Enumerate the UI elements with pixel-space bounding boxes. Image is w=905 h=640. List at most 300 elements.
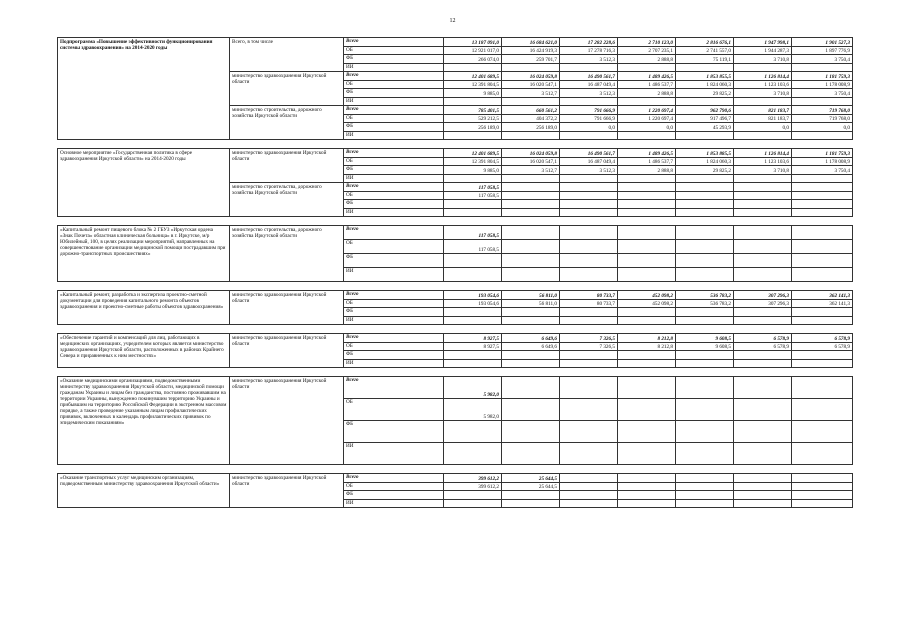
amount-cell: 29 825,2 bbox=[676, 166, 734, 175]
section-spacer bbox=[58, 140, 853, 149]
funding-source: ФБ bbox=[344, 200, 444, 209]
responsible-executor: министерство здравоохранения Иркутской области bbox=[230, 377, 344, 465]
amount-cell: 1 123 103,6 bbox=[734, 80, 792, 89]
amount-cell bbox=[734, 208, 792, 217]
amount-cell bbox=[560, 131, 618, 140]
amount-cell bbox=[618, 351, 676, 360]
measure-description: «Оказание медицинскими организациями, подведомственными министерству здравоохранения Иркутской области, медицинской помощи гражданам Украины и лицам без гражданства, постоянно проживавшим на территории Украины, вынужденно покинувшим территорию Украины и прибывшим на территорию Российской Федерации в экстренном массовом порядке, а также проведение указанным лицам профилактических прививок, включенных в календарь профилактических прививок по эпидемическим показаниям» bbox=[58, 377, 230, 465]
amount-cell bbox=[734, 443, 792, 465]
funding-source: ФБ bbox=[344, 166, 444, 175]
amount-cell bbox=[792, 97, 853, 106]
amount-cell bbox=[792, 200, 853, 209]
funding-source: ФБ bbox=[344, 351, 444, 360]
funding-source: Всего bbox=[344, 334, 444, 343]
section-spacer bbox=[58, 465, 853, 474]
amount-cell bbox=[502, 200, 560, 209]
funding-source: ИИ bbox=[344, 174, 444, 183]
responsible-executor: министерство здравоохранения Иркутской области bbox=[230, 149, 344, 183]
table-row bbox=[58, 474, 853, 483]
amount-cell bbox=[560, 443, 618, 465]
funding-source: ИИ bbox=[344, 63, 444, 72]
amount-cell: 2 816 676,1 bbox=[676, 38, 734, 47]
responsible-executor: министерство здравоохранения Иркутской области bbox=[230, 474, 344, 508]
amount-cell: 452 098,2 bbox=[618, 291, 676, 300]
amount-cell: 785 401,5 bbox=[444, 106, 502, 115]
amount-cell: 3 750,4 bbox=[792, 89, 853, 98]
amount-cell: 6 649,6 bbox=[502, 342, 560, 351]
amount-cell: 117 058,5 bbox=[444, 240, 502, 254]
amount-cell bbox=[676, 254, 734, 268]
funding-source: Всего bbox=[344, 106, 444, 115]
responsible-executor: Всего, в том числе bbox=[230, 38, 344, 72]
amount-cell: 16 020 547,1 bbox=[502, 157, 560, 166]
amount-cell bbox=[734, 377, 792, 399]
amount-cell: 5 982,0 bbox=[444, 377, 502, 399]
funding-source: Всего bbox=[344, 183, 444, 192]
funding-source: ОБ bbox=[344, 80, 444, 89]
amount-cell bbox=[734, 240, 792, 254]
amount-cell bbox=[792, 226, 853, 240]
amount-cell: 399 612,2 bbox=[444, 474, 502, 483]
amount-cell: 3 512,3 bbox=[560, 55, 618, 64]
responsible-executor: министерство здравоохранения Иркутской области bbox=[230, 334, 344, 368]
amount-cell: 3 512,3 bbox=[560, 166, 618, 175]
amount-cell bbox=[734, 254, 792, 268]
amount-cell: 117 058,5 bbox=[444, 183, 502, 192]
amount-cell: 16 490 561,7 bbox=[560, 72, 618, 81]
amount-cell bbox=[792, 351, 853, 360]
responsible-executor: министерство строительства, дорожного хозяйства Иркутской области bbox=[230, 226, 344, 282]
amount-cell: 452 098,2 bbox=[618, 299, 676, 308]
amount-cell bbox=[560, 226, 618, 240]
funding-source: ИИ bbox=[344, 443, 444, 465]
amount-cell bbox=[676, 377, 734, 399]
amount-cell: 1 853 885,5 bbox=[676, 149, 734, 158]
amount-cell: 917 496,7 bbox=[676, 114, 734, 123]
page-number: 12 bbox=[449, 18, 456, 24]
amount-cell bbox=[502, 399, 560, 421]
amount-cell bbox=[734, 474, 792, 483]
amount-cell bbox=[618, 377, 676, 399]
measure-description: «Оказание транспортных услуг медицинским организациям, подведомственным министерству здравоохранения Иркутской области» bbox=[58, 474, 230, 508]
amount-cell bbox=[444, 174, 502, 183]
amount-cell bbox=[502, 97, 560, 106]
amount-cell bbox=[444, 499, 502, 508]
amount-cell bbox=[502, 63, 560, 72]
amount-cell: 8 212,8 bbox=[618, 334, 676, 343]
amount-cell bbox=[502, 183, 560, 192]
amount-cell bbox=[676, 226, 734, 240]
amount-cell: 2 707 235,1 bbox=[618, 46, 676, 55]
amount-cell: 307 296,3 bbox=[734, 299, 792, 308]
amount-cell bbox=[792, 240, 853, 254]
amount-cell bbox=[734, 183, 792, 192]
amount-cell bbox=[444, 421, 502, 443]
amount-cell bbox=[734, 316, 792, 325]
amount-cell: 16 490 561,7 bbox=[560, 149, 618, 158]
amount-cell bbox=[734, 174, 792, 183]
responsible-executor: министерство строительства, дорожного хозяйства Иркутской области bbox=[230, 183, 344, 217]
amount-cell bbox=[792, 316, 853, 325]
responsible-executor: министерство здравоохранения Иркутской области bbox=[230, 291, 344, 325]
amount-cell: 1 824 060,3 bbox=[676, 157, 734, 166]
amount-cell: 12 401 689,5 bbox=[444, 149, 502, 158]
amount-cell bbox=[618, 254, 676, 268]
amount-cell bbox=[444, 351, 502, 360]
measure-description: Подпрограмма «Повышение эффективности функционирования системы здравоохранения» на 2014-2020 годы bbox=[58, 38, 230, 140]
amount-cell bbox=[618, 421, 676, 443]
amount-cell: 0,0 bbox=[560, 123, 618, 132]
funding-source: ИИ bbox=[344, 316, 444, 325]
amount-cell bbox=[618, 499, 676, 508]
funding-source: ОБ bbox=[344, 46, 444, 55]
amount-cell: 536 783,2 bbox=[676, 291, 734, 300]
amount-cell bbox=[502, 308, 560, 317]
amount-cell bbox=[792, 308, 853, 317]
amount-cell bbox=[502, 208, 560, 217]
amount-cell bbox=[676, 174, 734, 183]
amount-cell bbox=[502, 254, 560, 268]
funding-source: ФБ bbox=[344, 491, 444, 500]
amount-cell bbox=[502, 351, 560, 360]
amount-cell: 719 768,0 bbox=[792, 114, 853, 123]
amount-cell bbox=[734, 499, 792, 508]
amount-cell: 3 710,8 bbox=[734, 55, 792, 64]
amount-cell: 2 888,8 bbox=[618, 89, 676, 98]
funding-source: Всего bbox=[344, 226, 444, 240]
amount-cell: 117 058,5 bbox=[444, 191, 502, 200]
amount-cell: 362 141,3 bbox=[792, 299, 853, 308]
amount-cell bbox=[502, 443, 560, 465]
amount-cell bbox=[792, 474, 853, 483]
amount-cell: 193 054,6 bbox=[444, 299, 502, 308]
amount-cell: 821 183,7 bbox=[734, 106, 792, 115]
amount-cell bbox=[676, 491, 734, 500]
section-spacer bbox=[58, 282, 853, 291]
amount-cell: 259 701,7 bbox=[502, 55, 560, 64]
amount-cell bbox=[560, 421, 618, 443]
funding-source: ФБ bbox=[344, 254, 444, 268]
amount-cell: 660 561,2 bbox=[502, 106, 560, 115]
amount-cell: 6 649,6 bbox=[502, 334, 560, 343]
amount-cell bbox=[792, 174, 853, 183]
amount-cell bbox=[502, 191, 560, 200]
amount-cell bbox=[560, 377, 618, 399]
amount-cell: 1 486 537,7 bbox=[618, 157, 676, 166]
amount-cell bbox=[618, 316, 676, 325]
funding-source: ФБ bbox=[344, 421, 444, 443]
amount-cell: 16 424 919,3 bbox=[502, 46, 560, 55]
amount-cell: 3 750,4 bbox=[792, 166, 853, 175]
amount-cell bbox=[502, 268, 560, 282]
amount-cell: 1 181 759,3 bbox=[792, 149, 853, 158]
amount-cell bbox=[560, 351, 618, 360]
amount-cell bbox=[676, 63, 734, 72]
amount-cell: 1 181 759,3 bbox=[792, 72, 853, 81]
amount-cell bbox=[618, 208, 676, 217]
amount-cell bbox=[560, 63, 618, 72]
amount-cell bbox=[618, 308, 676, 317]
amount-cell bbox=[792, 499, 853, 508]
amount-cell: 256 189,0 bbox=[444, 123, 502, 132]
amount-cell bbox=[676, 443, 734, 465]
amount-cell bbox=[734, 491, 792, 500]
amount-cell bbox=[618, 474, 676, 483]
amount-cell: 1 178 008,9 bbox=[792, 157, 853, 166]
amount-cell bbox=[618, 183, 676, 192]
amount-cell bbox=[444, 254, 502, 268]
funding-source: ОБ bbox=[344, 157, 444, 166]
amount-cell bbox=[792, 131, 853, 140]
amount-cell bbox=[618, 491, 676, 500]
amount-cell: 6 578,9 bbox=[792, 334, 853, 343]
amount-cell bbox=[444, 308, 502, 317]
amount-cell bbox=[734, 308, 792, 317]
amount-cell: 12 921 017,0 bbox=[444, 46, 502, 55]
amount-cell bbox=[560, 183, 618, 192]
amount-cell bbox=[734, 131, 792, 140]
amount-cell bbox=[502, 131, 560, 140]
amount-cell bbox=[560, 474, 618, 483]
amount-cell bbox=[734, 351, 792, 360]
amount-cell: 1 897 776,9 bbox=[792, 46, 853, 55]
amount-cell bbox=[502, 316, 560, 325]
amount-cell: 2 710 123,0 bbox=[618, 38, 676, 47]
amount-cell: 266 074,0 bbox=[444, 55, 502, 64]
amount-cell: 16 024 059,8 bbox=[502, 149, 560, 158]
amount-cell bbox=[792, 63, 853, 72]
amount-cell: 3 512,3 bbox=[560, 89, 618, 98]
amount-cell: 529 212,5 bbox=[444, 114, 502, 123]
amount-cell: 7 326,5 bbox=[560, 342, 618, 351]
amount-cell bbox=[792, 482, 853, 491]
amount-cell bbox=[502, 377, 560, 399]
amount-cell: 9 608,5 bbox=[676, 334, 734, 343]
amount-cell: 3 750,4 bbox=[792, 55, 853, 64]
amount-cell bbox=[444, 359, 502, 368]
amount-cell: 9 608,5 bbox=[676, 342, 734, 351]
amount-cell bbox=[792, 443, 853, 465]
amount-cell: 17 278 716,3 bbox=[560, 46, 618, 55]
amount-cell: 791 666,9 bbox=[560, 106, 618, 115]
amount-cell bbox=[502, 491, 560, 500]
amount-cell bbox=[618, 268, 676, 282]
amount-cell: 12 391 804,5 bbox=[444, 80, 502, 89]
funding-source: ИИ bbox=[344, 97, 444, 106]
amount-cell bbox=[618, 359, 676, 368]
funding-source: Всего bbox=[344, 72, 444, 81]
amount-cell bbox=[618, 443, 676, 465]
amount-cell: 3 512,7 bbox=[502, 89, 560, 98]
funding-source: ИИ bbox=[344, 359, 444, 368]
amount-cell bbox=[792, 191, 853, 200]
funding-source: ФБ bbox=[344, 89, 444, 98]
amount-cell bbox=[502, 174, 560, 183]
amount-cell: 56 811,0 bbox=[502, 291, 560, 300]
amount-cell bbox=[792, 399, 853, 421]
amount-cell bbox=[444, 208, 502, 217]
responsible-executor: министерство строительства, дорожного хозяйства Иркутской области bbox=[230, 106, 344, 140]
responsible-executor: министерство здравоохранения Иркутской области bbox=[230, 72, 344, 106]
amount-cell: 12 401 689,5 bbox=[444, 72, 502, 81]
amount-cell bbox=[560, 491, 618, 500]
funding-source: ОБ bbox=[344, 342, 444, 351]
funding-source: ИИ bbox=[344, 268, 444, 282]
funding-source: ИИ bbox=[344, 499, 444, 508]
amount-cell bbox=[560, 308, 618, 317]
amount-cell bbox=[676, 191, 734, 200]
amount-cell bbox=[618, 97, 676, 106]
amount-cell: 6 578,9 bbox=[734, 334, 792, 343]
amount-cell bbox=[676, 97, 734, 106]
amount-cell bbox=[618, 191, 676, 200]
amount-cell: 16 020 547,1 bbox=[502, 80, 560, 89]
amount-cell: 12 391 804,5 bbox=[444, 157, 502, 166]
amount-cell bbox=[618, 240, 676, 254]
amount-cell bbox=[792, 377, 853, 399]
amount-cell: 1 853 855,5 bbox=[676, 72, 734, 81]
measure-description: «Капитальный ремонт, разработка и экспертиза проектно-сметной документации для проведения капитального ремонта объектов здравоохранения и проектно-сметные работы объектов здравоохранения» bbox=[58, 291, 230, 325]
amount-cell bbox=[676, 268, 734, 282]
amount-cell: 2 888,8 bbox=[618, 166, 676, 175]
amount-cell bbox=[676, 421, 734, 443]
amount-cell: 75 119,1 bbox=[676, 55, 734, 64]
amount-cell: 256 189,0 bbox=[502, 123, 560, 132]
amount-cell: 0,0 bbox=[792, 123, 853, 132]
amount-cell: 962 790,6 bbox=[676, 106, 734, 115]
amount-cell bbox=[444, 97, 502, 106]
amount-cell: 1 126 814,4 bbox=[734, 149, 792, 158]
section-spacer bbox=[58, 325, 853, 334]
funding-source: ОБ bbox=[344, 240, 444, 254]
amount-cell: 1 824 060,3 bbox=[676, 80, 734, 89]
amount-cell: 2 741 557,0 bbox=[676, 46, 734, 55]
amount-cell: 2 888,8 bbox=[618, 55, 676, 64]
funding-source: ФБ bbox=[344, 308, 444, 317]
amount-cell: 8 927,5 bbox=[444, 342, 502, 351]
amount-cell: 1 947 998,1 bbox=[734, 38, 792, 47]
funding-source: Всего bbox=[344, 377, 444, 399]
amount-cell bbox=[734, 63, 792, 72]
funding-source: ОБ bbox=[344, 114, 444, 123]
amount-cell bbox=[792, 359, 853, 368]
table-row bbox=[58, 334, 853, 343]
amount-cell: 9 885,0 bbox=[444, 89, 502, 98]
amount-cell: 7 326,5 bbox=[560, 334, 618, 343]
amount-cell bbox=[734, 200, 792, 209]
amount-cell bbox=[792, 268, 853, 282]
section-spacer bbox=[58, 368, 853, 377]
amount-cell: 29 825,2 bbox=[676, 89, 734, 98]
amount-cell: 0,0 bbox=[734, 123, 792, 132]
amount-cell bbox=[734, 268, 792, 282]
amount-cell bbox=[792, 254, 853, 268]
amount-cell bbox=[560, 482, 618, 491]
table-row bbox=[58, 226, 853, 240]
section-spacer bbox=[58, 217, 853, 226]
amount-cell: 719 768,0 bbox=[792, 106, 853, 115]
funding-source: ОБ bbox=[344, 299, 444, 308]
amount-cell bbox=[676, 240, 734, 254]
amount-cell: 16 684 621,0 bbox=[502, 38, 560, 47]
funding-source: ФБ bbox=[344, 55, 444, 64]
amount-cell bbox=[560, 499, 618, 508]
measure-description: «Капитальный ремонт пищевого блока № 2 ГБУЗ «Иркутская ордена «Знак Почета» областная клиническая больница» в г. Иркутске, м/р Юбилейный, 100, в целях реализации мероприятий, направленных на совершенствование организации медицинской помощи пострадавшим при дорожно-транспортных происшествиях» bbox=[58, 226, 230, 282]
table-row bbox=[58, 291, 853, 300]
amount-cell bbox=[676, 208, 734, 217]
funding-source: ОБ bbox=[344, 191, 444, 200]
amount-cell: 791 666,9 bbox=[560, 114, 618, 123]
amount-cell: 1 178 008,9 bbox=[792, 80, 853, 89]
funding-source: Всего bbox=[344, 38, 444, 47]
amount-cell: 1 220 697,4 bbox=[618, 106, 676, 115]
amount-cell: 1 901 527,3 bbox=[792, 38, 853, 47]
amount-cell bbox=[734, 482, 792, 491]
amount-cell: 56 811,0 bbox=[502, 299, 560, 308]
amount-cell: 25 644,5 bbox=[502, 474, 560, 483]
measure-description: Основное мероприятие «Государственная политика в сфере здравоохранения Иркутской области» на 2014-2020 годы bbox=[58, 149, 230, 217]
table-row bbox=[58, 377, 853, 399]
amount-cell bbox=[676, 399, 734, 421]
amount-cell bbox=[502, 226, 560, 240]
table-row bbox=[58, 38, 853, 47]
amount-cell: 1 126 814,4 bbox=[734, 72, 792, 81]
amount-cell bbox=[676, 351, 734, 360]
amount-cell: 536 783,2 bbox=[676, 299, 734, 308]
amount-cell bbox=[444, 200, 502, 209]
funding-source: ОБ bbox=[344, 399, 444, 421]
amount-cell: 13 187 091,0 bbox=[444, 38, 502, 47]
amount-cell bbox=[676, 316, 734, 325]
amount-cell bbox=[676, 359, 734, 368]
amount-cell bbox=[560, 316, 618, 325]
amount-cell bbox=[792, 183, 853, 192]
table-row bbox=[58, 149, 853, 158]
amount-cell: 16 487 049,4 bbox=[560, 157, 618, 166]
amount-cell bbox=[792, 421, 853, 443]
amount-cell bbox=[502, 240, 560, 254]
amount-cell bbox=[618, 63, 676, 72]
amount-cell: 25 644,5 bbox=[502, 482, 560, 491]
amount-cell: 1 220 697,4 bbox=[618, 114, 676, 123]
amount-cell bbox=[444, 131, 502, 140]
amount-cell bbox=[618, 131, 676, 140]
amount-cell: 16 024 059,8 bbox=[502, 72, 560, 81]
amount-cell: 3 710,8 bbox=[734, 89, 792, 98]
amount-cell bbox=[560, 208, 618, 217]
amount-cell bbox=[618, 399, 676, 421]
amount-cell bbox=[676, 499, 734, 508]
amount-cell: 6 578,9 bbox=[792, 342, 853, 351]
amount-cell: 399 612,2 bbox=[444, 482, 502, 491]
amount-cell bbox=[676, 308, 734, 317]
amount-cell: 45 293,9 bbox=[676, 123, 734, 132]
amount-cell bbox=[734, 421, 792, 443]
amount-cell bbox=[444, 491, 502, 500]
amount-cell bbox=[444, 443, 502, 465]
amount-cell: 117 058,5 bbox=[444, 226, 502, 240]
amount-cell bbox=[560, 254, 618, 268]
amount-cell bbox=[618, 174, 676, 183]
funding-source: ОБ bbox=[344, 482, 444, 491]
amount-cell bbox=[734, 97, 792, 106]
amount-cell: 193 054,6 bbox=[444, 291, 502, 300]
funding-source: Всего bbox=[344, 474, 444, 483]
amount-cell bbox=[560, 97, 618, 106]
amount-cell bbox=[676, 183, 734, 192]
amount-cell bbox=[560, 174, 618, 183]
amount-cell bbox=[560, 268, 618, 282]
